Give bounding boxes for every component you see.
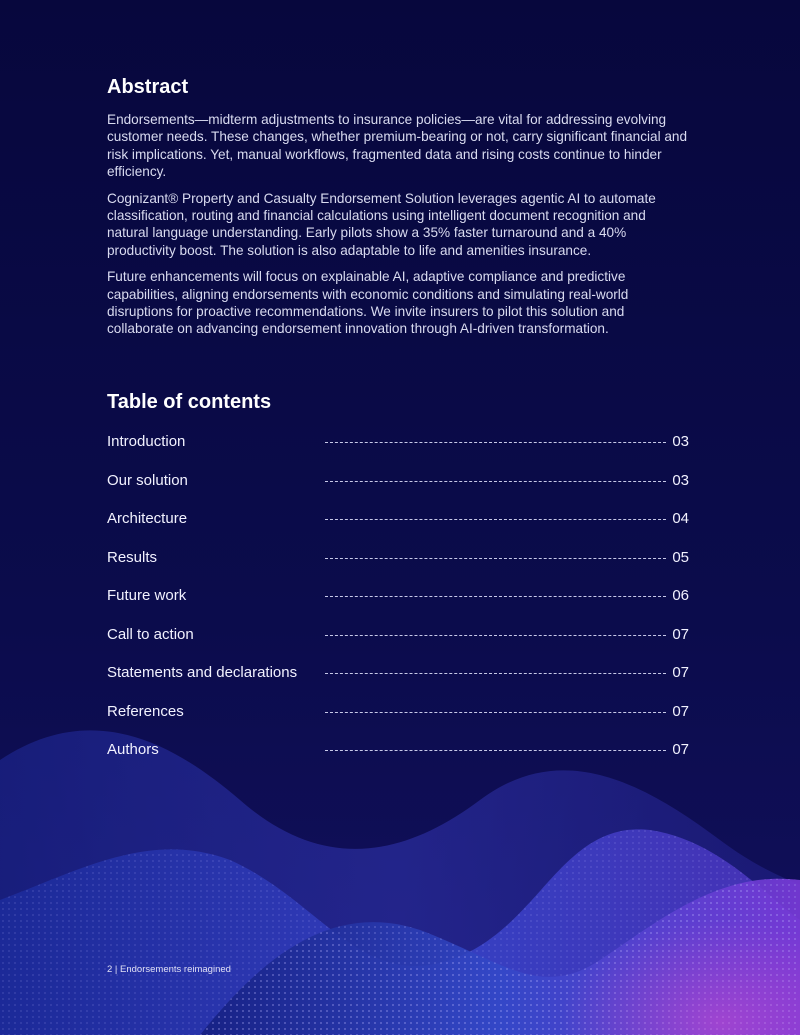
toc-leader-dashes — [325, 635, 666, 636]
abstract-paragraph-3: Future enhancements will focus on explainable AI, adaptive compliance and predictive capabilities, aligning endorsements with economic conditions and simulating real-world disruptions for proactive recommendations. We invite insurers to pilot this solution and collaborate on advancing endorsement innovation through AI-driven transformation. — [107, 269, 629, 337]
toc-page-number: 06 — [672, 587, 689, 604]
toc-row-results[interactable] — [107, 546, 697, 585]
toc-leader-dashes — [325, 519, 666, 520]
abstract-body — [107, 111, 691, 347]
toc-page-number: 03 — [672, 471, 689, 489]
toc-leader-dashes — [325, 558, 666, 559]
toc-label: Results — [107, 548, 158, 566]
toc-page-number: 07 — [672, 664, 689, 681]
toc-row-references[interactable] — [107, 700, 697, 739]
toc-label: Our solution — [107, 471, 188, 489]
toc-page-number: 05 — [672, 548, 689, 566]
toc-page-number: 07 — [672, 741, 689, 758]
abstract-heading: Abstract — [107, 76, 189, 98]
toc-label: References — [107, 702, 184, 720]
abstract-paragraph-1: Endorsements—midterm adjustments to insurance policies—are vital for addressing evolving customer needs. These changes, whether premium-bearing or not, carry significant financial and risk implications. Yet, manual workflows, fragmented data and rising costs continue to hinder efficiency. — [107, 112, 688, 180]
toc-page-number: 07 — [672, 702, 689, 720]
toc-leader-dashes — [325, 712, 666, 713]
toc-leader-dashes — [325, 481, 666, 482]
toc-page-number: 04 — [672, 510, 689, 527]
toc-label: Architecture — [107, 510, 188, 527]
toc-row-call-to-action[interactable] — [107, 623, 697, 662]
toc-row-authors[interactable] — [107, 738, 697, 777]
toc-row-future-work[interactable] — [107, 584, 697, 623]
toc-row-our-solution[interactable] — [107, 469, 697, 508]
toc-heading: Table of contents — [107, 391, 272, 413]
abstract-paragraph-2: Cognizant® Property and Casualty Endorsement Solution leverages agentic AI to automate classification, routing and financial calculations using intelligent document recognition and natural language understanding. Early pilots show a 35% faster turnaround and a 40% productivity boost. The solution is also adaptable to life and amenities insurance. — [107, 190, 656, 258]
toc-label: Authors — [107, 741, 159, 758]
toc-page-number: 03 — [672, 433, 689, 450]
toc-page-number: 07 — [672, 625, 689, 643]
toc-label: Future work — [107, 587, 187, 604]
toc-leader-dashes — [325, 596, 666, 597]
toc-row-architecture[interactable] — [107, 507, 697, 546]
toc-leader-dashes — [325, 750, 666, 751]
toc-leader-dashes — [325, 442, 666, 443]
toc-label: Call to action — [107, 625, 194, 643]
table-of-contents — [107, 430, 697, 777]
toc-label: Statements and declarations — [107, 664, 298, 681]
page-footer: 2 | Endorsements reimagined — [107, 964, 231, 975]
toc-row-introduction[interactable] — [107, 430, 697, 469]
toc-leader-dashes — [325, 673, 666, 674]
toc-row-statements-and-declarations[interactable] — [107, 661, 697, 700]
toc-label: Introduction — [107, 433, 186, 450]
